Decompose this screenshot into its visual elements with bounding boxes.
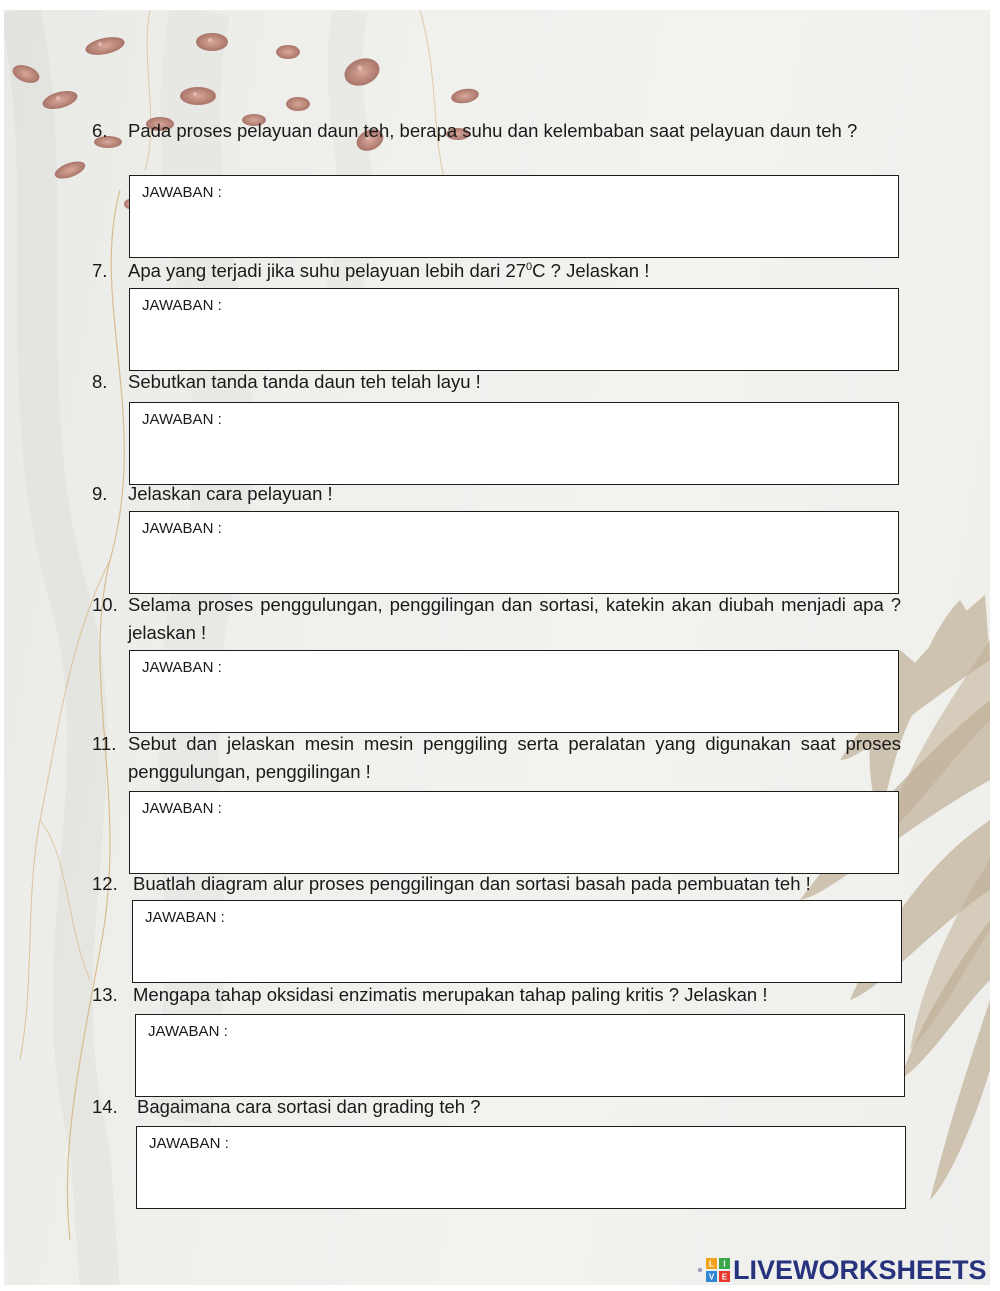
answer-label: JAWABAN : [142,184,222,201]
page-border-left [0,0,4,1291]
question-text: Jelaskan cara pelayuan ! [128,483,333,504]
answer-label: JAWABAN : [149,1135,229,1152]
question-12 [92,870,907,898]
question-number: 8. [92,371,108,392]
question-9 [92,480,902,508]
answer-label: JAWABAN : [142,520,222,537]
logo-dot-icon [696,1266,704,1274]
question-number: 6. [92,120,108,141]
question-number: 10. [92,594,118,615]
answer-label: JAWABAN : [142,297,222,314]
question-text [128,257,901,285]
answer-label: JAWABAN : [142,411,222,428]
question-8 [92,368,902,396]
svg-text:E: E [721,1272,728,1282]
question-14 [92,1093,907,1121]
question-11 [92,730,902,786]
question-number: 13. [92,984,118,1005]
question-6 [92,117,902,173]
question-text-main: Apa yang terjadi jika suhu pelayuan lebih dari 27 [128,260,527,281]
question-number: 7. [92,260,108,281]
answer-box-14[interactable] [136,1126,906,1209]
brand-name: LIVEWORKSHEETS [733,1254,987,1285]
svg-text:V: V [708,1272,715,1282]
page-border-right [990,0,1000,1291]
svg-text:L: L [709,1259,714,1269]
liveworksheets-logo[interactable] [696,1254,987,1286]
answer-box-9[interactable] [129,511,899,594]
page-border-top [0,0,1000,10]
answer-box-7[interactable] [129,288,899,371]
answer-label: JAWABAN : [145,909,225,926]
question-text: Buatlah diagram alur proses penggilingan dan sortasi basah pada pembuatan teh ! [133,873,811,894]
question-13 [92,981,907,1009]
question-number: 11. [92,733,117,754]
answer-box-6[interactable] [129,175,899,258]
question-7 [92,257,902,285]
answer-box-11[interactable] [129,791,899,874]
question-10 [92,591,902,647]
question-text: Selama proses penggulungan, penggilingan dan sortasi, katekin akan diubah menjadi apa ? jelaskan ! [128,594,901,643]
question-text: Sebut dan jelaskan mesin mesin penggiling serta peralatan yang digunakan saat proses penggulungan, penggilingan ! [128,733,901,782]
answer-box-13[interactable] [135,1014,905,1097]
question-text: Pada proses pelayuan daun teh, berapa suhu dan kelembaban saat pelayuan daun teh ? [128,120,858,141]
question-text: Mengapa tahap oksidasi enzimatis merupakan tahap paling kritis ? Jelaskan ! [133,984,768,1005]
svg-text:I: I [723,1259,726,1269]
answer-box-10[interactable] [129,650,899,733]
answer-box-12[interactable] [132,900,902,983]
question-text-end: C ? Jelaskan ! [532,260,650,281]
degree-superscript: 0 [526,261,533,273]
answer-label: JAWABAN : [142,800,222,817]
answer-box-8[interactable] [129,402,899,485]
question-number: 9. [92,483,108,504]
answer-label: JAWABAN : [142,659,222,676]
question-number: 12. [92,873,118,894]
liveworksheets-cube-icon [706,1258,730,1282]
question-text: Bagaimana cara sortasi dan grading teh ? [137,1096,481,1117]
question-number: 14. [92,1096,118,1117]
question-text: Sebutkan tanda tanda daun teh telah layu ! [128,371,481,392]
answer-label: JAWABAN : [148,1023,228,1040]
